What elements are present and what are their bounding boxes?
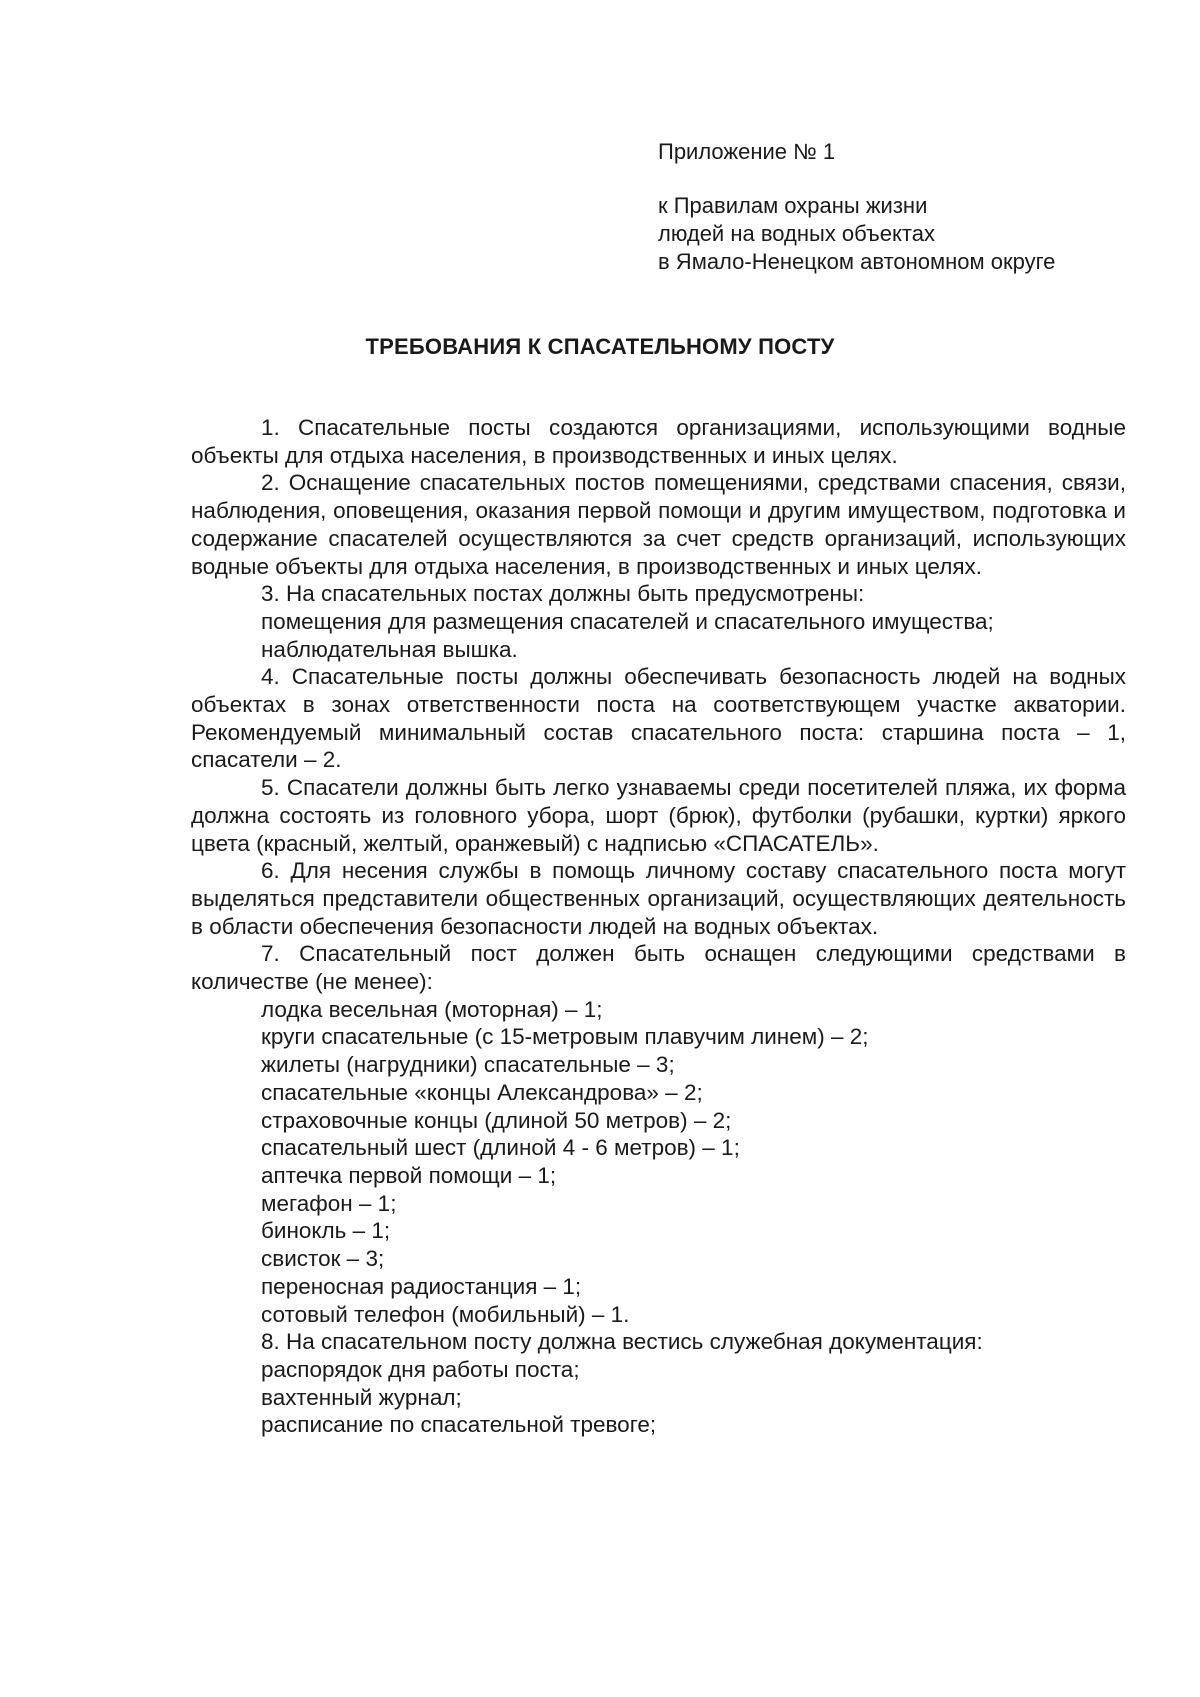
list-item: бинокль – 1;: [261, 1218, 391, 1244]
list-item: круги спасательные (с 15-метровым плавучим линем) – 2;: [261, 1024, 869, 1050]
appendix-number: Приложение № 1: [658, 139, 836, 164]
list-item: расписание по спасательной тревоге;: [261, 1412, 657, 1438]
document-title: ТРЕБОВАНИЯ К СПАСАТЕЛЬНОМУ ПОСТУ: [365, 334, 835, 359]
paragraph-5: 5. Спасатели должны быть легко узнаваемы среди посетителей пляжа, их форма должна состоять из головного убора, шорт (брюк), футболки (рубашки, куртки) яркого цвета (красный, желтый, оранжевый) с надписью «СПАСАТЕЛЬ».: [191, 775, 1126, 856]
paragraph-4: 4. Спасательные посты должны обеспечивать безопасность людей на водных объектах в зонах ответственности поста на соответствующем участке акватории. Рекомендуемый минимальный состав спасательного поста: старшина поста – 1, спасатели – 2.: [191, 664, 1126, 773]
document-body: [191, 414, 1126, 1439]
list-item: распорядок дня работы поста;: [261, 1356, 580, 1382]
list-item: жилеты (нагрудники) спасательные – 3;: [261, 1052, 675, 1078]
paragraph-6: 6. Для несения службы в помощь личному составу спасательного поста могут выделяться представители общественных организаций, осуществляющих деятельность в области обеспечения безопасности людей на водных объектах.: [191, 858, 1126, 939]
paragraph-7: 7. Спасательный пост должен быть оснащен следующими средствами в количестве (не менее):: [191, 941, 1126, 995]
list-item: свисток – 3;: [261, 1246, 385, 1272]
paragraph-1: 1. Спасательные посты создаются организациями, использующими водные объекты для отдыха населения, в производственных и иных целях.: [191, 415, 1126, 468]
list-item: спасательные «концы Александрова» – 2;: [261, 1079, 703, 1105]
appendix-line: в Ямало-Ненецком автономном округе: [658, 249, 1056, 274]
list-item: мегафон – 1;: [261, 1190, 397, 1216]
paragraph-2: 2. Оснащение спасательных постов помещениями, средствами спасения, связи, наблюдения, оповещения, оказания первой помощи и другим имуществом, подготовка и содержание спасателей осуществляются за счет средств организаций, использующих водные объекты для отдыха населения, в производственных и иных целях.: [191, 470, 1126, 579]
list-item: спасательный шест (длиной 4 - 6 метров) – 1;: [261, 1135, 740, 1161]
list-item: сотовый телефон (мобильный) – 1.: [261, 1301, 630, 1327]
appendix-line: к Правилам охраны жизни: [658, 193, 928, 218]
list-item: страховочные концы (длиной 50 метров) – 2;: [261, 1107, 732, 1133]
list-item: вахтенный журнал;: [261, 1384, 462, 1410]
list-item: наблюдательная вышка.: [261, 636, 518, 662]
list-item: помещения для размещения спасателей и спасательного имущества;: [261, 608, 994, 634]
list-item: переносная радиостанция – 1;: [261, 1273, 582, 1299]
list-item: аптечка первой помощи – 1;: [261, 1162, 557, 1188]
paragraph-8: 8. На спасательном посту должна вестись служебная документация:: [261, 1329, 983, 1355]
list-item: лодка весельная (моторная) – 1;: [261, 996, 603, 1022]
appendix-line: людей на водных объектах: [658, 221, 935, 246]
appendix-header: [658, 138, 1158, 276]
paragraph-3: 3. На спасательных постах должны быть предусмотрены:: [261, 581, 865, 607]
